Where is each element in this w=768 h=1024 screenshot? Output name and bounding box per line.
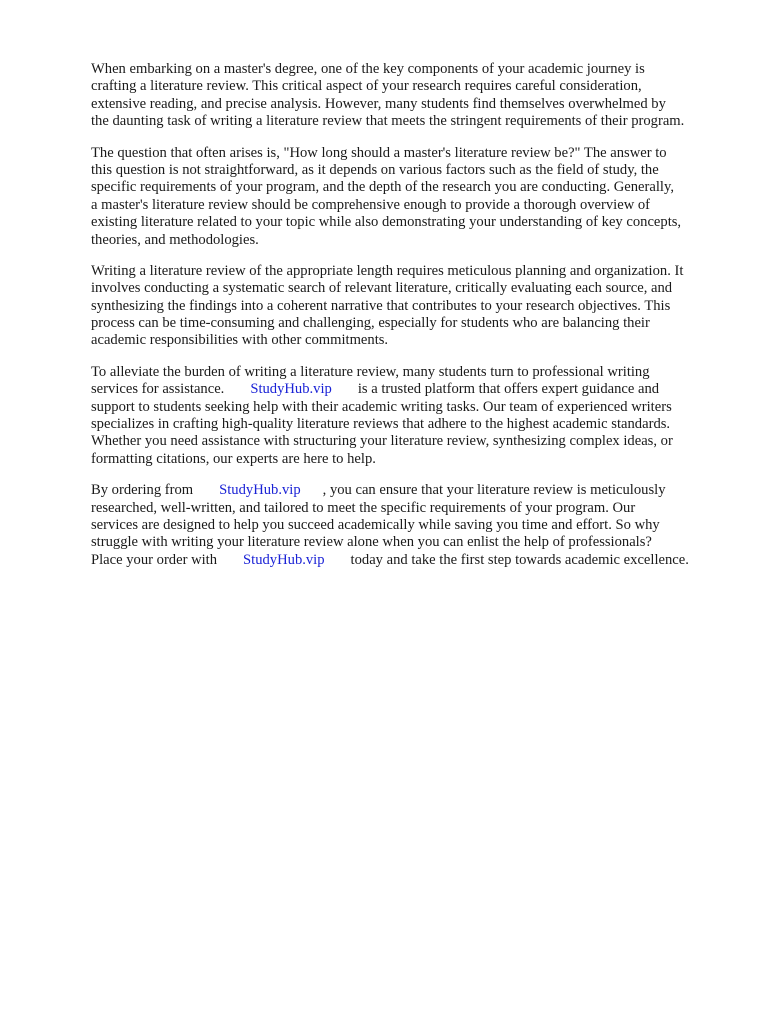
text-line (91, 552, 731, 569)
text-line: theories, and methodologies. (91, 231, 259, 248)
paragraph-ordering (91, 482, 731, 569)
text-line: involves conducting a systematic search of relevant literature, critically evaluating each source, and (91, 280, 673, 297)
text-segment: is a trusted platform that offers expert guidance and (357, 381, 660, 398)
text-line: specializes in crafting high-quality literature reviews that adhere to the highest academic standards. (91, 416, 671, 433)
studyhub-link[interactable]: StudyHub.vip (243, 551, 325, 568)
paragraph-length-question (91, 145, 731, 249)
text-segment: today and take the first step towards academic excellence. (350, 551, 689, 568)
text-line: When embarking on a master's degree, one of the key components of your academic journey is (91, 61, 645, 77)
text-line (91, 381, 731, 398)
text-line: support to students seeking help with their academic writing tasks. Our team of experienced writers (91, 398, 672, 415)
text-line: existing literature related to your topic while also demonstrating your understanding of key concepts, (91, 214, 682, 231)
document-body (91, 61, 731, 583)
studyhub-link[interactable]: StudyHub.vip (219, 482, 301, 499)
text-segment: By ordering from (91, 482, 194, 499)
text-segment: services for assistance. (91, 381, 225, 398)
text-line: services are designed to help you succeed academically while saving you time and effort. So why (91, 516, 660, 533)
text-line: a master's literature review should be comprehensive enough to provide a thorough overview of (91, 196, 651, 213)
text-line: specific requirements of your program, and the depth of the research you are conducting. Generally, (91, 179, 674, 196)
text-line: synthesizing the findings into a coherent narrative that contributes to your research objectives. This (91, 297, 671, 314)
text-segment: Place your order with (91, 551, 218, 568)
text-line: To alleviate the burden of writing a literature review, many students turn to professional writing (91, 363, 650, 380)
paragraph-planning (91, 263, 731, 350)
text-line: crafting a literature review. This critical aspect of your research requires careful consideration, (91, 78, 642, 95)
text-line: struggle with writing your literature review alone when you can enlist the help of professionals? (91, 534, 652, 551)
text-line: academic responsibilities with other commitments. (91, 332, 389, 349)
studyhub-link[interactable]: StudyHub.vip (250, 381, 332, 398)
text-line: Writing a literature review of the appropriate length requires meticulous planning and organization. It (91, 262, 684, 279)
text-line: researched, well-written, and tailored to meet the specific requirements of your program. Our (91, 499, 636, 516)
text-line: process can be time-consuming and challenging, especially for students who are balancing their (91, 315, 650, 332)
text-line: The question that often arises is, "How long should a master's literature review be?" The answer to (91, 144, 667, 161)
text-line: formatting citations, our experts are here to help. (91, 450, 376, 467)
text-line: this question is not straightforward, as it depends on various factors such as the field of study, the (91, 161, 659, 178)
paragraph-services (91, 364, 731, 468)
paragraph-intro (91, 61, 731, 131)
text-segment: , you can ensure that your literature review is meticulously (322, 482, 666, 499)
text-line: extensive reading, and precise analysis. However, many students find themselves overwhelmed by (91, 95, 666, 112)
text-line (91, 482, 731, 499)
text-line: Whether you need assistance with structuring your literature review, synthesizing complex ideas, or (91, 433, 673, 450)
text-line: the daunting task of writing a literature review that meets the stringent requirements of their program. (91, 113, 685, 130)
